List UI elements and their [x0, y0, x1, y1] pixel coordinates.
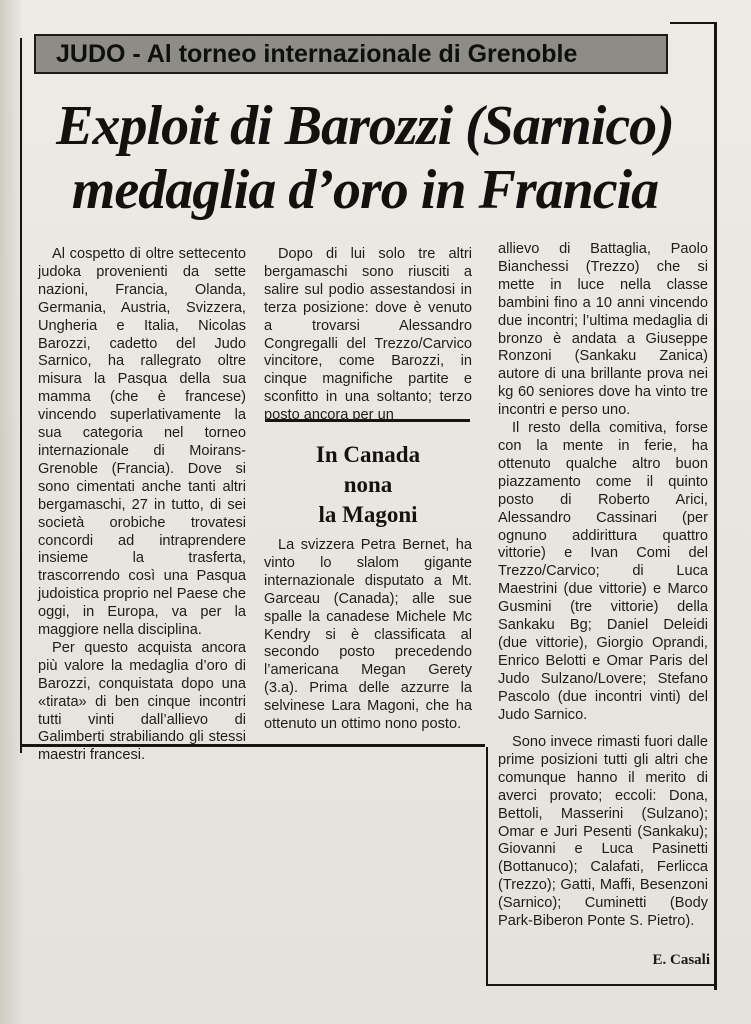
box-headline — [268, 440, 468, 530]
box-headline-line-3: la Magoni — [318, 502, 418, 527]
article-column-2 — [264, 246, 472, 425]
box-headline-line-1: In Canada — [315, 442, 421, 467]
column-three-divider — [486, 747, 488, 985]
paragraph: Per questo acquista ancora più valore la medaglia d’oro di Barozzi, conquistata dopo una «tirata» di ben cinque incontri tutti vinti dall’allievo di Galimberti strabiliando gli stessi maestri francesi. — [38, 639, 246, 764]
article-column-3 — [498, 241, 708, 724]
paragraph: Sono invece rimasti fuori dalle prime posizioni tutti gli altri che comunque hanno il merito di averci provato; eccoli: Dona, Bettoli, Masserini (Sulzano); Omar e Juri Pesenti (Sankaku); Giovanni e Luca Pasinetti (Bottanuco); Calafati, Ferlicca (Trezzo); Gatti, Maffi, Besenzoni (Sarnico); Cuminetti (Body Park-Biberon Ponte S. Pietro). — [498, 734, 708, 930]
right-border-rule — [714, 22, 717, 990]
paragraph: La svizzera Petra Bernet, ha vinto lo slalom gigante internazionale disputato a Mt. Garceau (Canada); alle sue spalle la canadese Michele Mc Kendry si è classificata al secondo posto precedendo l’americana Megan Gerety (3.a). Prima delle azzurre la selvinese Lara Magoni, che ha ottenuto un ottimo nono posto. — [264, 537, 472, 733]
paragraph: Il resto della comitiva, forse con la mente in ferie, ha ottenuto qualche altro buon piazzamento come il quinto posto di Roberto Arici, Alessandro Cassinari (per ognuno addirittura quattro vittorie) e Ivan Comi del Trezzo/Carvico; di Luca Maestrini (due vittorie) e Marco Gusmini (tre vittorie) della Sankaku Bg; Daniel Deleidi (due vittorie), Giorgio Oprandi, Enrico Belotti e Omar Paris del Judo Sulzano/Lovere; Stefano Pascolo (due incontri vinti) del Judo Sarnico. — [498, 420, 708, 723]
author-signature: E. Casali — [652, 952, 710, 968]
section-kicker: JUDO - Al torneo internazionale di Grenoble — [34, 34, 668, 74]
box-article — [264, 537, 472, 734]
box-headline-line-2: nona — [343, 472, 393, 497]
bottom-right-rule — [486, 984, 716, 986]
top-right-rule — [670, 22, 716, 24]
article-column-3-end — [498, 734, 708, 931]
paragraph: allievo di Battaglia, Paolo Bianchessi (Trezzo) che si mette in luce nella classe bambini fino a 10 anni vincendo due incontri; l’ultima medaglia di bronzo è andata a Giuseppe Ronzoni (Sankaku Zanica) autore di una brillante prova nei kg 60 seniores dove ha vinto tre incontri e perso uno. — [498, 241, 708, 419]
article-column-1 — [38, 246, 246, 765]
headline-line-2: medaglia d’oro in Francia — [71, 159, 659, 221]
headline-line-1: Exploit di Barozzi (Sarnico) — [56, 95, 674, 157]
paragraph: Al cospetto di oltre settecento judoka provenienti da sette nazioni, Francia, Olanda, Germania, Austria, Svizzera, Ungheria e Italia, Nicolas Barozzi, cadetto del Judo Sarnico, ha rallegrato oltre misura la Pasqua della sua mamma (che è francese) vincendo superlativamente la sua categoria nel torneo internazionale di Moirans-Grenoble (Francia). Dove si sono cimentati anche tanti altri bergamaschi, 27 in tutto, di sei società orobiche trovatesi concordi ad intraprendere insieme la trasferta, trascorrendo così una Pasqua judoistica proprio nel Paese che oggi, in Europa, va per la maggiore nella disciplina. — [38, 246, 246, 639]
paragraph: Dopo di lui solo tre altri bergamaschi sono riusciti a salire sul podio assestandosi in terza posizione: dove è venuto a trovarsi Alessandro Congregalli del Trezzo/Carvico vincitore, come Barozzi, in cinque magnifiche partite e sconfitto in una soltanto; terzo posto ancora per un — [264, 246, 472, 424]
